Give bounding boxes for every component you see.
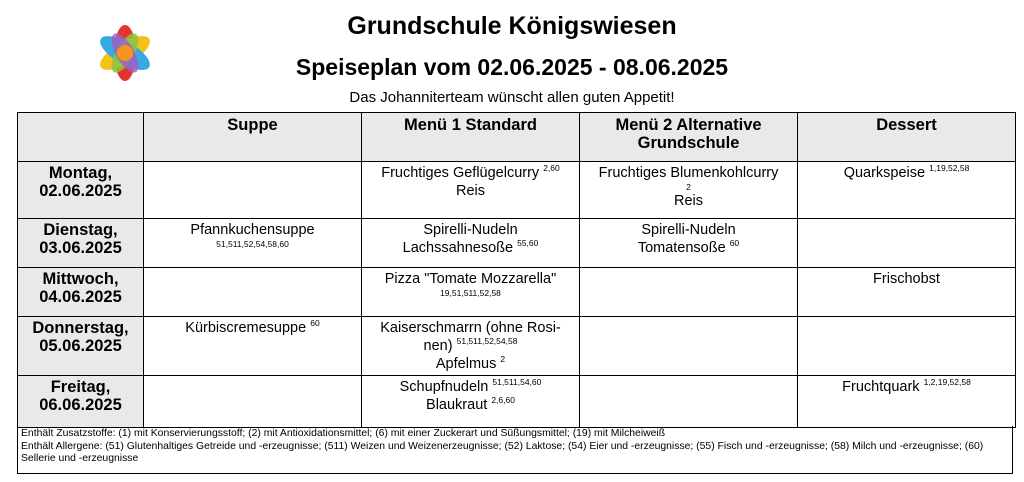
table-row xyxy=(18,219,1016,268)
table-row xyxy=(18,162,1016,219)
menu2-cell xyxy=(580,268,798,317)
dish-name: Schupfnudeln xyxy=(399,379,489,395)
suppe-cell xyxy=(144,162,362,219)
allergen-codes: 51,511,52,54,58,60 xyxy=(216,239,289,249)
menu1-cell xyxy=(362,317,580,376)
day-cell xyxy=(18,268,144,317)
column-header-suppe: Suppe xyxy=(144,113,362,162)
suppe-cell xyxy=(144,376,362,428)
allergen-codes: 2,6,60 xyxy=(491,395,515,406)
day-name: Freitag, xyxy=(50,378,111,396)
allergen-codes: 1,2,19,52,58 xyxy=(923,377,971,388)
dish-name: Apfelmus xyxy=(435,356,497,372)
day-cell xyxy=(18,162,144,219)
column-header-dessert: Dessert xyxy=(798,113,1016,162)
day-cell xyxy=(18,317,144,376)
day-cell xyxy=(18,219,144,268)
menu1-cell xyxy=(362,376,580,428)
day-date: 04.06.2025 xyxy=(39,288,122,306)
plan-title: Speiseplan vom 02.06.2025 - 08.06.2025 xyxy=(295,54,729,80)
menu1-cell xyxy=(362,219,580,268)
allergen-codes: 19,51,511,52,58 xyxy=(440,288,501,298)
allergen-codes: 2 xyxy=(686,182,691,192)
dish-name: Quarkspeise xyxy=(843,165,926,181)
dessert-cell xyxy=(798,162,1016,219)
dish-name: Lachssahnesoße xyxy=(402,240,514,256)
dish-name: Fruchtquark xyxy=(842,379,920,395)
dish-name: Kaiserschmarrn (ohne Rosi- xyxy=(380,320,561,336)
allergen-codes: 55,60 xyxy=(517,238,539,249)
table-header-row xyxy=(18,113,1016,162)
menu2-cell xyxy=(580,376,798,428)
column-header-menu2: Menü 2 Alternative Grundschule xyxy=(580,113,798,162)
menu-table xyxy=(17,112,1016,428)
dish-name: Spirelli-Nudeln xyxy=(423,222,518,238)
allergen-codes: 2 xyxy=(500,354,506,365)
allergen-codes: 51,511,54,60 xyxy=(492,377,542,388)
dish-name: Blaukraut xyxy=(426,397,488,413)
day-date: 03.06.2025 xyxy=(39,239,122,257)
allergen-codes: 2,60 xyxy=(543,163,560,174)
table-row xyxy=(18,376,1016,428)
dish-name: nen) xyxy=(423,338,453,354)
suppe-cell xyxy=(144,268,362,317)
dessert-cell xyxy=(798,219,1016,268)
day-date: 06.06.2025 xyxy=(39,396,122,414)
dish-name: Fruchtiges Blumenkohlcurry xyxy=(598,165,779,181)
dish-name: Fruchtiges Geflügelcurry xyxy=(381,165,540,181)
day-name: Montag, xyxy=(48,164,113,182)
menu1-cell xyxy=(362,162,580,219)
dish-name: Kürbiscremesuppe xyxy=(185,320,307,336)
dish-name: Pizza "Tomate Mozzarella" xyxy=(384,271,557,287)
dessert-cell xyxy=(798,376,1016,428)
suppe-cell xyxy=(144,317,362,376)
dish-name: Reis xyxy=(673,193,703,209)
legend-footer xyxy=(17,426,1013,474)
menu2-cell xyxy=(580,162,798,219)
day-name: Dienstag, xyxy=(43,221,118,239)
day-name: Donnerstag, xyxy=(32,319,129,337)
allergen-codes: 60 xyxy=(310,318,320,329)
table-row xyxy=(18,268,1016,317)
dish-name: Tomatensoße xyxy=(637,240,726,256)
allergen-codes: 60 xyxy=(729,238,740,249)
day-cell xyxy=(18,376,144,428)
table-row xyxy=(18,317,1016,376)
dish-name: Spirelli-Nudeln xyxy=(641,222,736,238)
day-name: Mittwoch, xyxy=(42,270,119,288)
greeting-text: Das Johanniterteam wünscht allen guten Appetit! xyxy=(349,89,675,106)
dish-name: Reis xyxy=(455,183,485,199)
menu1-cell xyxy=(362,268,580,317)
allergen-codes: 1,19,52,58 xyxy=(929,163,970,174)
suppe-cell xyxy=(144,219,362,268)
day-date: 02.06.2025 xyxy=(39,182,122,200)
school-title: Grundschule Königswiesen xyxy=(347,12,677,40)
dessert-cell xyxy=(798,317,1016,376)
additives-legend: Enthält Zusatzstoffe: (1) mit Konservierungsstoff; (2) mit Antioxidationsmittel; (6) mit einer Zuckerart und Süßungsmittel; (19) mit Milcheiweiß xyxy=(21,428,666,439)
dish-name: Frischobst xyxy=(873,271,940,287)
dish-name: Pfannkuchensuppe xyxy=(190,222,315,238)
column-header-menu1: Menü 1 Standard xyxy=(362,113,580,162)
allergens-legend: Enthält Allergene: (51) Glutenhaltiges Getreide und -erzeugnisse; (511) Weizen und Weizenerzeugnisse; (52) Laktose; (54) Eier und -erzeugnisse; (55) Fisch und -erzeugnisse; (58) Milch und -erzeugnisse; (60) Sellerie und -erzeugnisse xyxy=(21,440,984,464)
allergen-codes: 51,511,52,54,58 xyxy=(456,336,518,347)
menu2-cell xyxy=(580,317,798,376)
day-date: 05.06.2025 xyxy=(39,337,122,355)
dessert-cell xyxy=(798,268,1016,317)
menu2-cell xyxy=(580,219,798,268)
column-header-day xyxy=(18,113,144,162)
